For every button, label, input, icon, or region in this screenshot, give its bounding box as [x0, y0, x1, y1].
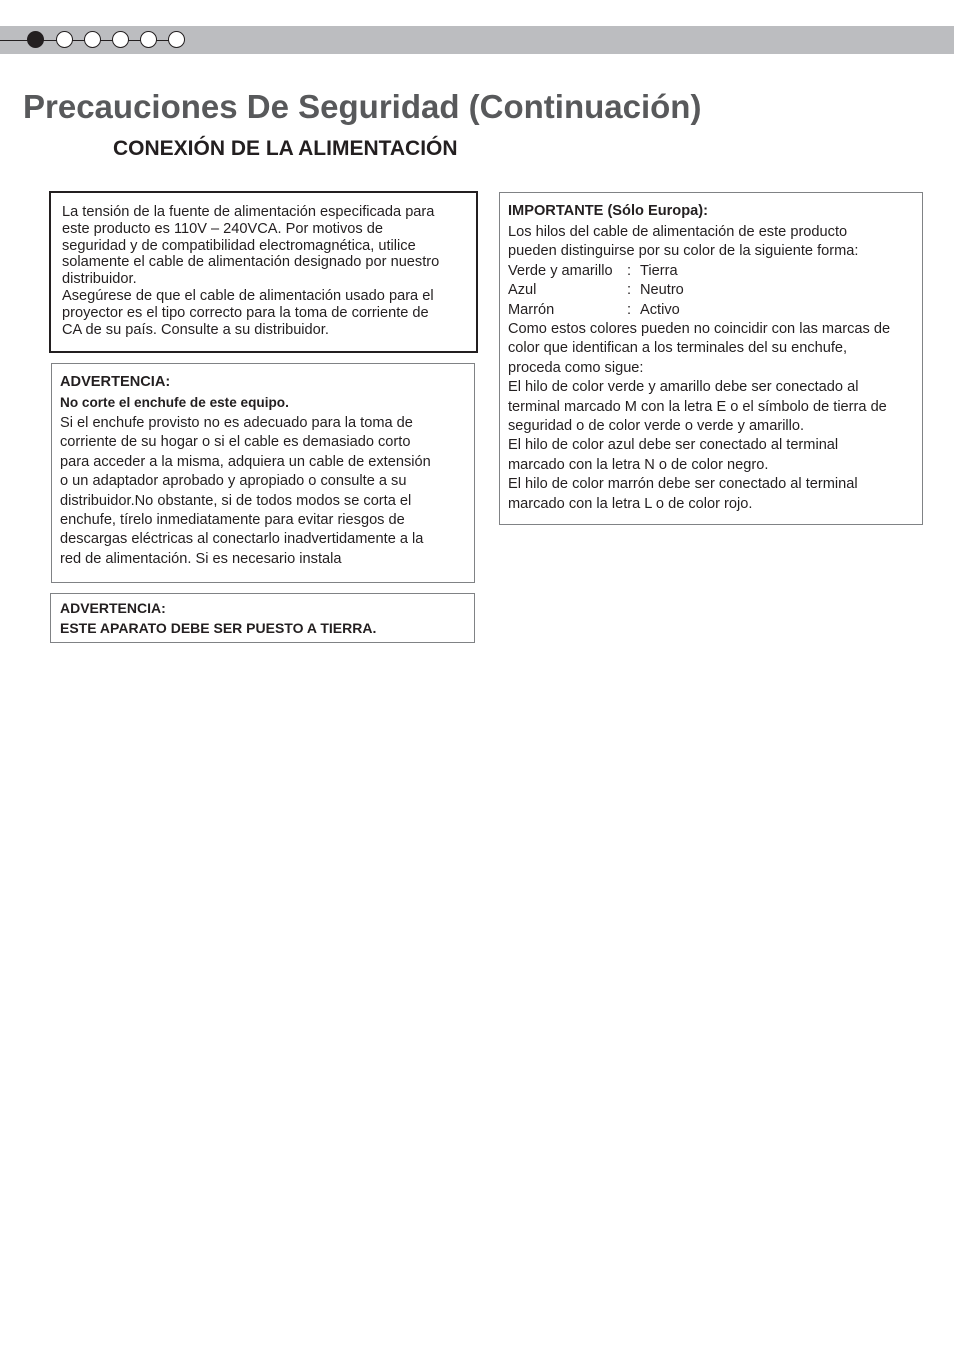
page-title: Precauciones De Seguridad (Continuación): [23, 88, 702, 125]
warning-subheading: No corte el enchufe de este equipo.: [60, 395, 289, 410]
voltage-notice-box: [49, 191, 478, 353]
important-body-line: terminal marcado M con la letra E o el símbolo de tierra de: [508, 398, 887, 415]
important-body-line: El hilo de color azul debe ser conectado al terminal: [508, 437, 839, 454]
page-indicator-dot-4: [112, 31, 129, 48]
ground-warning-box: [50, 593, 475, 643]
important-body-line: marcado con la letra L o de color rojo.: [508, 495, 753, 512]
important-body-line: marcado con la letra N o de color negro.: [508, 456, 769, 473]
page-indicator-dot-6: [168, 31, 185, 48]
important-body-line: seguridad o de color verde o verde y amarillo.: [508, 418, 805, 435]
wire-color: Verde y amarillo: [508, 262, 613, 279]
warning-line: para acceder a la misma, adquiera un cable de extensión: [60, 453, 431, 470]
important-intro-line: pueden distinguirse por su color de la siguiente forma:: [508, 243, 859, 260]
wire-meaning: Activo: [640, 301, 680, 318]
warning-line: descargas eléctricas al conectarlo inadvertidamente a la: [60, 531, 424, 548]
wire-separator: :: [627, 282, 632, 299]
warning-line: corriente de su hogar o si el cable es demasiado corto: [60, 434, 411, 451]
warning-line: enchufe, tírelo inmediatamente para evitar riesgos de: [60, 512, 405, 529]
voltage-line: La tensión de la fuente de alimentación especificada para: [62, 204, 435, 220]
page-indicator-dot-5: [140, 31, 157, 48]
plug-warning-box: [51, 363, 475, 583]
page-indicator-dot-3: [84, 31, 101, 48]
wire-meaning: Neutro: [640, 282, 684, 299]
important-heading: IMPORTANTE (Sólo Europa):: [508, 203, 708, 219]
important-europe-box: [499, 192, 923, 525]
important-intro-line: Los hilos del cable de alimentación de este producto: [508, 224, 848, 240]
voltage-line: Asegúrese de que el cable de alimentación usado para el: [62, 287, 434, 304]
important-body-line: El hilo de color marrón debe ser conectado al terminal: [508, 476, 858, 493]
wire-color-row: [508, 262, 922, 281]
voltage-line: solamente el cable de alimentación designado por nuestro: [62, 254, 440, 271]
wire-color: Azul: [508, 282, 537, 299]
wire-meaning: Tierra: [640, 262, 678, 279]
voltage-line: distribuidor.: [62, 271, 137, 288]
page-indicator-dot-2: [56, 31, 73, 48]
wire-color-row: [508, 301, 922, 320]
wire-separator: :: [627, 262, 632, 279]
page-indicator-dot-1: [27, 31, 44, 48]
voltage-line: este producto es 110V – 240VCA. Por motivos de: [62, 220, 383, 237]
voltage-line: seguridad y de compatibilidad electromagnética, utilice: [62, 237, 416, 254]
wire-separator: :: [627, 301, 632, 318]
warning-heading: ADVERTENCIA:: [60, 374, 171, 390]
important-body-line: El hilo de color verde y amarillo debe ser conectado al: [508, 379, 859, 396]
warning-line: distribuidor.No obstante, si de todos modos se corta el: [60, 492, 412, 509]
ground-warning-text: ESTE APARATO DEBE SER PUESTO A TIERRA.: [60, 620, 377, 636]
important-body-line: color que identifican a los terminales del su enchufe,: [508, 340, 848, 357]
wire-color-row: [508, 281, 922, 300]
warning-line: o un adaptador aprobado y apropiado o consulte a su: [60, 473, 407, 490]
voltage-line: CA de su país. Consulte a su distribuidor.: [62, 321, 329, 338]
voltage-line: proyector es el tipo correcto para la toma de corriente de: [62, 304, 429, 321]
wire-color: Marrón: [508, 301, 555, 318]
warning-line: Si el enchufe provisto no es adecuado para la toma de: [60, 415, 413, 431]
ground-warning-heading: ADVERTENCIA:: [60, 600, 166, 616]
section-title: CONEXIÓN DE LA ALIMENTACIÓN: [113, 137, 458, 160]
important-body-line: proceda como sigue:: [508, 359, 644, 376]
important-body-line: Como estos colores pueden no coincidir con las marcas de: [508, 321, 891, 338]
warning-line: red de alimentación. Si es necesario instala: [60, 550, 342, 567]
